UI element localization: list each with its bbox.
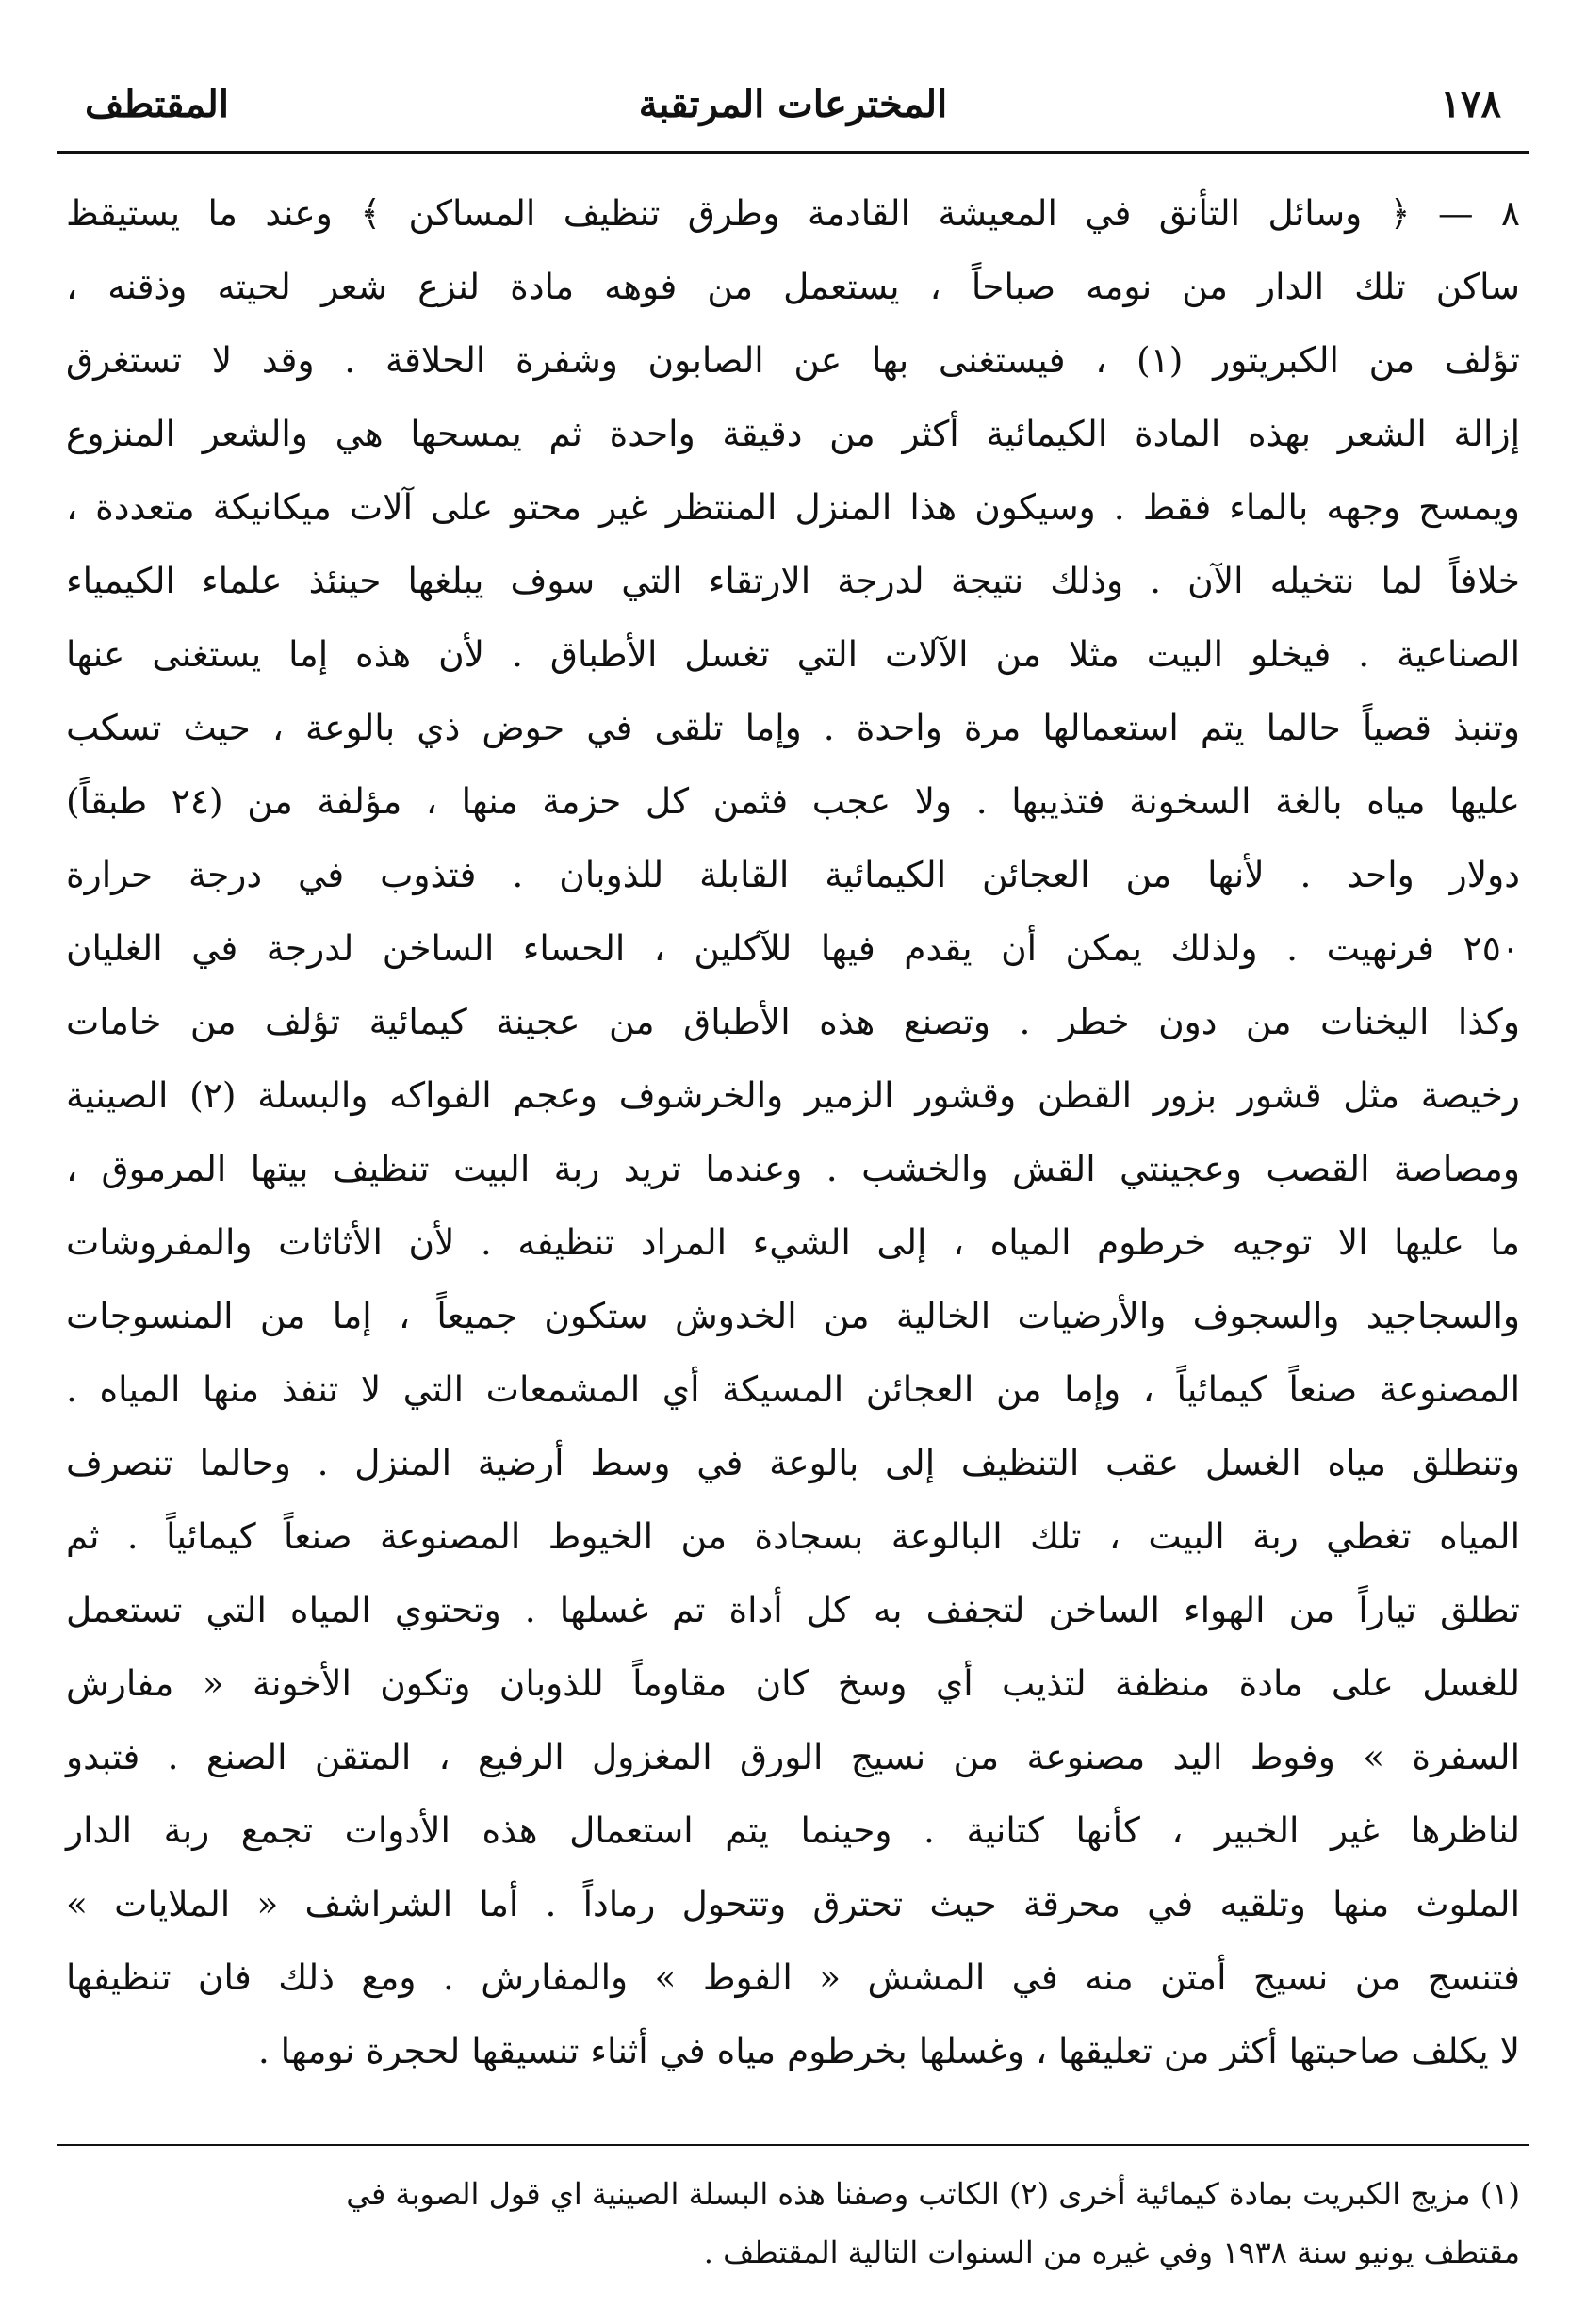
running-title: المخترعات المرتقبة <box>638 81 948 126</box>
text-line: ومصاصة القصب وعجينتي القش والخشب . وعندما تريد ربة البيت تنظيف بيتها المرموق ، <box>66 1148 1521 1189</box>
text-line: عليها مياه بالغة السخونة فتذيبها . ولا عجب فثمن كل حزمة منها ، مؤلفة من (٢٤ طبقاً) <box>66 780 1521 822</box>
text-line: للغسل على مادة منظفة لتذيب أي وسخ كان مقاوماً للذوبان وتكون الأخونة « مفارش <box>66 1662 1520 1704</box>
text-line: رخيصة مثل قشور بزور القطن وقشور الزمير والخرشوف وعجم الفواكه والبسلة (٢) الصينية <box>66 1074 1520 1116</box>
text-line: المصنوعة صنعاً كيمائياً ، وإما من العجائن المسيكة أي المشمعات التي لا تنفذ منها المياه . <box>66 1368 1520 1410</box>
footnote-line: (١) مزيج الكبريت بمادة كيمائية أخرى (٢) الكاتب وصفنا هذه البسلة الصينية اي قول الصوبة في <box>346 2176 1520 2212</box>
text-line: تؤلف من الكبريتور (١) ، فيستغنى بها عن الصابون وشفرة الحلاقة . وقد لا تستغرق <box>66 339 1520 381</box>
text-line: خلافاً لما نتخيله الآن . وذلك نتيجة لدرجة الارتقاء التي سوف يبلغها حينئذ علماء الكيمياء <box>66 560 1520 601</box>
text-line: السفرة » وفوط اليد مصنوعة من نسيج الورق المغزول الرفيع ، المتقن الصنع . فتبدو <box>66 1736 1520 1777</box>
article-paragraph <box>66 176 1520 2087</box>
text-line: لناظرها غير الخبير ، كأنها كتانية . وحينما يتم استعمال هذه الأدوات تجمع ربة الدار <box>66 1809 1520 1851</box>
document-page <box>57 66 1529 2281</box>
text-line: ما عليها الا توجيه خرطوم المياه ، إلى الشيء المراد تنظيفه . لأن الأثاثات والمفروشات <box>66 1221 1520 1263</box>
text-line: الصناعية . فيخلو البيت مثلا من الآلات التي تغسل الأطباق . لأن هذه إما يستغنى عنها <box>66 633 1520 675</box>
text-line: والسجاجيد والسجوف والأرضيات الخالية من الخدوش ستكون جميعاً ، إما من المنسوجات <box>66 1295 1520 1336</box>
text-line: تطلق تياراً من الهواء الساخن لتجفف به كل أداة تم غسلها . وتحتوي المياه التي تستعمل <box>66 1589 1520 1630</box>
text-line: وتنطلق مياه الغسل عقب التنظيف إلى بالوعة في وسط أرضية المنزل . وحالما تنصرف <box>66 1442 1520 1483</box>
header-rule <box>57 151 1529 154</box>
footnotes <box>57 2165 1529 2282</box>
journal-name: المقتطف <box>85 81 229 126</box>
text-line: ساكن تلك الدار من نومه صباحاً ، يستعمل من فوهه مادة لنزع شعر لحيته وذقنه ، <box>66 266 1520 307</box>
text-line: وتنبذ قصياً حالما يتم استعمالها مرة واحدة . وإما تلقى في حوض ذي بالوعة ، حيث تسكب <box>66 707 1520 748</box>
text-line: ٢٥٠ فرنهيت . ولذلك يمكن أن يقدم فيها للآكلين ، الحساء الساخن لدرجة في الغليان <box>66 927 1520 969</box>
footnote-line: مقتطف يونيو سنة ١٩٣٨ وفي غيره من السنوات التالية المقتطف . <box>703 2234 1520 2270</box>
page-header <box>57 66 1529 141</box>
text-line: لا يكلف صاحبتها أكثر من تعليقها ، وغسلها بخرطوم مياه في أثناء تنسيقها لحجرة نومها . <box>257 2030 1520 2071</box>
text-line: فتنسج من نسيج أمتن منه في المشش « الفوط » والمفارش . ومع ذلك فان تنظيفها <box>66 1956 1520 1998</box>
article-body <box>57 176 1529 2087</box>
text-line: ويمسح وجهه بالماء فقط . وسيكون هذا المنزل المنتظر غير محتو على آلات ميكانيكة متعددة ، <box>66 486 1520 528</box>
text-line: دولار واحد . لأنها من العجائن الكيمائية القابلة للذوبان . فتذوب في درجة حرارة <box>66 854 1520 895</box>
footnote-rule <box>57 2144 1529 2146</box>
text-line: المياه تغطي ربة البيت ، تلك البالوعة بسجادة من الخيوط المصنوعة صنعاً كيمائياً . ثم <box>66 1515 1520 1557</box>
text-line: وكذا اليخنات من دون خطر . وتصنع هذه الأطباق من عجينة كيمائية تؤلف من خامات <box>66 1001 1520 1042</box>
text-line: ٨ — ﴿ وسائل التأنق في المعيشة القادمة وطرق تنظيف المساكن ﴾ وعند ما يستيقظ <box>66 192 1520 234</box>
text-line: إزالة الشعر بهذه المادة الكيمائية أكثر من دقيقة واحدة ثم يمسحها هي والشعر المنزوع <box>66 413 1520 454</box>
page-number: ١٧٨ <box>1440 81 1501 126</box>
text-line: الملوث منها وتلقيه في محرقة حيث تحترق وتتحول رماداً . أما الشراشف « الملايات » <box>66 1883 1520 1924</box>
